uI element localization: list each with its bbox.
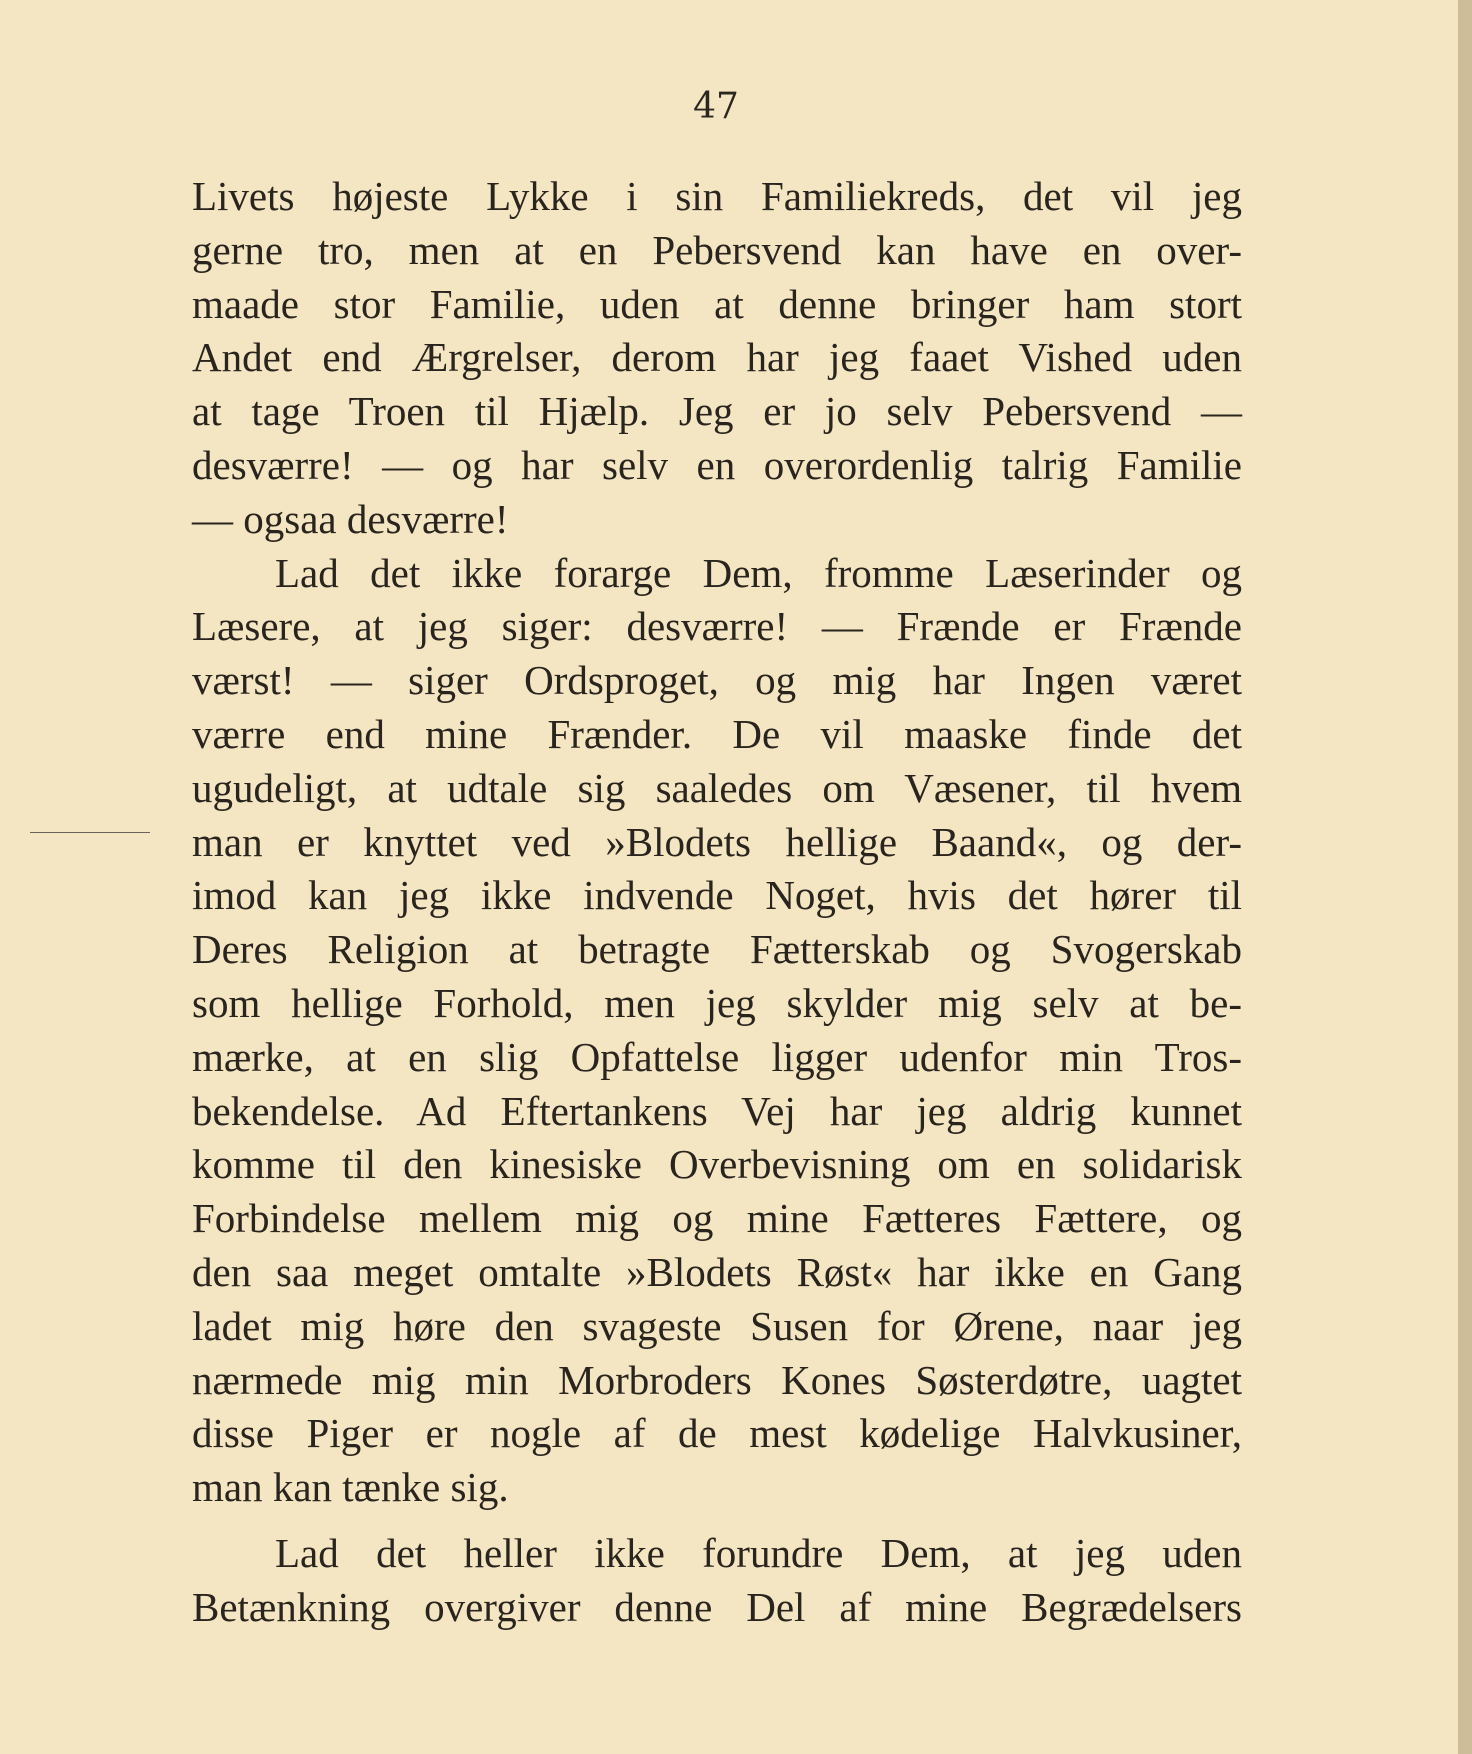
text-line: Forbindelse mellem mig og mine Fætteres Fættere, og — [192, 1195, 1242, 1242]
margin-pencil-mark — [30, 832, 150, 833]
text-line: Læsere, at jeg siger: desværre! — Frænde er Frænde — [192, 603, 1242, 650]
text-line: at tage Troen til Hjælp. Jeg er jo selv Pebersvend — — [192, 388, 1242, 435]
text-line: man er knyttet ved »Blodets hellige Baand«, og der- — [192, 818, 1242, 865]
text-line: Deres Religion at betragte Fætterskab og Svogerskab — [192, 926, 1242, 973]
text-line: — ogsaa desværre! — [192, 495, 509, 542]
text-line: disse Piger er nogle af de mest kødelige Halvkusiner, — [192, 1410, 1242, 1457]
text-line: mærke, at en slig Opfattelse ligger udenfor min Tros- — [192, 1033, 1242, 1080]
text-line: den saa meget omtalte »Blodets Røst« har ikke en Gang — [192, 1248, 1242, 1295]
text-line: som hellige Forhold, men jeg skylder mig selv at be- — [192, 979, 1242, 1026]
text-line: gerne tro, men at en Pebersvend kan have en over- — [192, 226, 1242, 273]
text-line: Lad det heller ikke forundre Dem, at jeg uden — [275, 1529, 1242, 1576]
text-line: værre end mine Frænder. De vil maaske finde det — [192, 710, 1242, 757]
text-line: komme til den kinesiske Overbevisning om en solidarisk — [192, 1141, 1242, 1188]
text-line: Livets højeste Lykke i sin Familiekreds, det vil jeg — [192, 173, 1242, 219]
text-line: nærmede mig min Morbroders Kones Søsterdøtre, uagtet — [192, 1356, 1242, 1403]
text-line: imod kan jeg ikke indvende Noget, hvis det hører til — [192, 872, 1242, 919]
text-line: værst! — siger Ordsproget, og mig har Ingen været — [192, 657, 1242, 704]
text-line: man kan tænke sig. — [192, 1464, 509, 1511]
text-line: Betænkning overgiver denne Del af mine Begrædelsers — [192, 1583, 1242, 1630]
text-line: Andet end Ærgrelser, derom har jeg faaet Vished uden — [192, 334, 1242, 381]
text-line: Lad det ikke forarge Dem, fromme Læserinder og — [275, 549, 1242, 596]
body-text — [192, 170, 1242, 1635]
text-line: desværre! — og har selv en overordenlig talrig Familie — [192, 441, 1242, 488]
text-line: maade stor Familie, uden at denne bringer ham stort — [192, 280, 1242, 327]
text-line: bekendelse. Ad Eftertankens Vej har jeg aldrig kunnet — [192, 1087, 1242, 1134]
text-line: ugudeligt, at udtale sig saaledes om Væsener, til hvem — [192, 764, 1242, 811]
page-number: 47 — [693, 86, 739, 127]
text-line: ladet mig høre den svageste Susen for Ørene, naar jeg — [192, 1302, 1242, 1349]
